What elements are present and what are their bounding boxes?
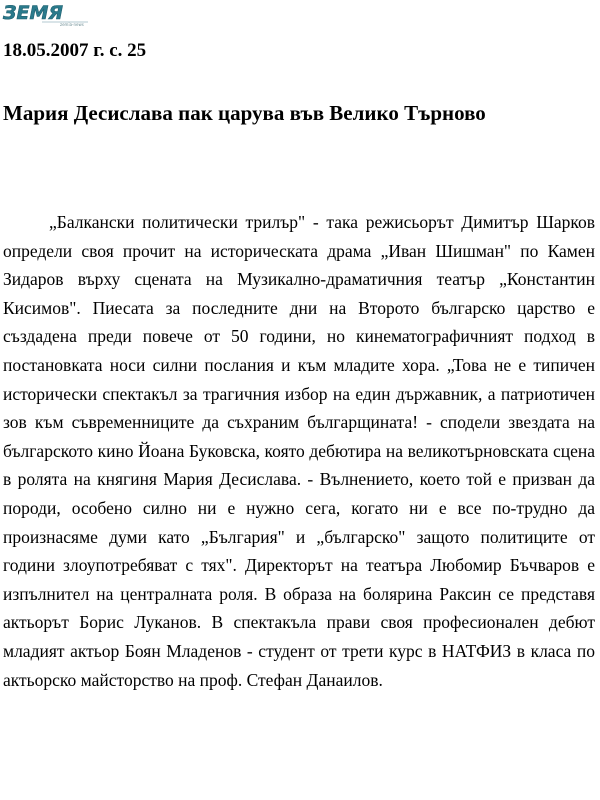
article-body: „Балкански политически трилър" - така режисьорът Димитър Шарков определи своя прочит на историческата драма „Иван Шишман" по Камен Зидаров върху сцената на Музикално-драматичния театър „Константин Кисимов". Пиесата за последните дни на Второто българско царство е създадена преди повече от 50 години, но кинематографичният подход в постановката носи силни послания и към младите хора. „Това не е типичен исторически спектакъл за трагичния избор на един държавник, а патриотичен зов към съвременниците да съхраним българщината! - сподели звездата на българското кино Йоана Буковска, която дебютира на великотърновската сцена в ролята на княгиня Мария Десислава. - Вълнението, което той е призван да породи, особено силно ни е нужно сега, когато ни е все по-трудно да произнасяме думи като „България" и „българско" защото политиците от години злоупотребяват с тях". Директорът на театъра Любомир Бъчваров е изпълнител на централната роля. В образа на болярина Раксин се представя актьорът Борис Луканов. В спектакъла прави своя професионален дебют младият актьор Боян Младенов - студент от трети курс в НАТФИЗ в класа по актьорско майсторство на проф. Стефан Данаилов. [3,212,595,690]
publication-logo [2,1,90,27]
article-date-page: 18.05.2007 г. с. 25 [3,40,147,61]
logo-subtext: zemia-news [60,22,84,27]
zemia-logo-icon [2,1,90,27]
logo-wordmark: ЗЕМЯ [3,2,64,24]
article-title: Мария Десислава пак царува във Велико Търново [3,101,486,125]
